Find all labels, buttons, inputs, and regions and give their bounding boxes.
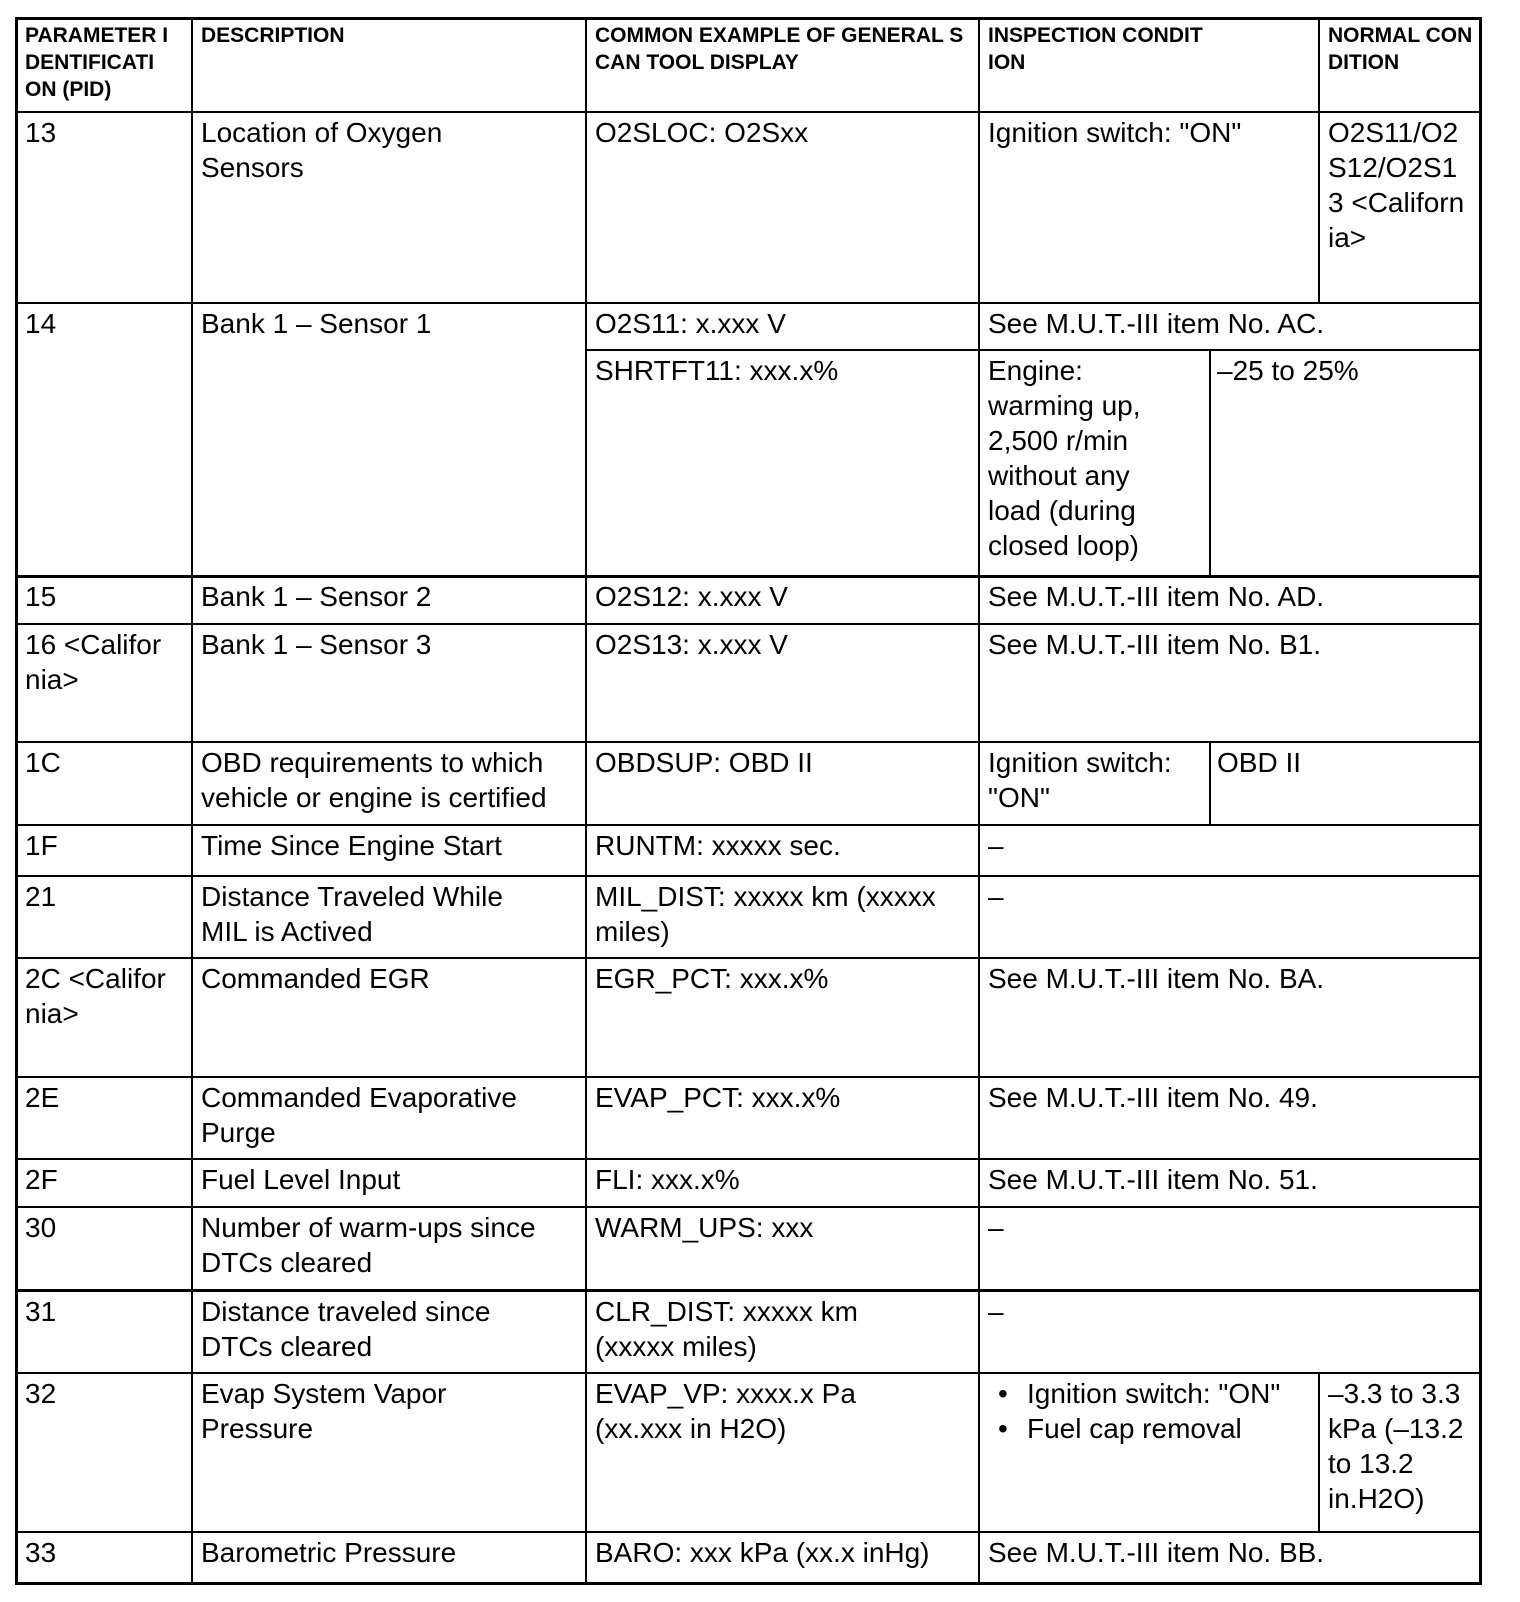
normal-condition-cell: OBD II	[1217, 747, 1302, 778]
row-divider	[15, 1289, 1482, 1292]
column-divider	[1318, 17, 1320, 303]
row-divider	[15, 824, 1482, 826]
row-divider	[15, 875, 1482, 877]
pid-cell: 1F	[25, 830, 58, 861]
description-cell: Evap System Vapor Pressure	[201, 1378, 447, 1444]
row-divider	[15, 1531, 1482, 1533]
inspection-condition-cell: See M.U.T.-III item No. 49.	[988, 1082, 1318, 1113]
scan-tool-display-cell: BARO: xxx kPa (xx.x inHg)	[595, 1537, 930, 1568]
pid-cell: 33	[25, 1537, 57, 1568]
inspection-condition-list	[988, 1376, 1316, 1446]
pid-cell: 16 <California>	[25, 629, 162, 695]
row-divider	[15, 111, 1482, 113]
pid-cell: 14	[25, 308, 57, 339]
pid-cell: 2E	[25, 1082, 60, 1113]
scan-tool-display-cell: EGR_PCT: xxx.x%	[595, 963, 829, 994]
description-cell: Commanded Evaporative Purge	[201, 1082, 517, 1148]
pid-cell: 2F	[25, 1164, 58, 1195]
scan-tool-display-cell: MIL_DIST: xxxxx km (xxxxx miles)	[595, 881, 936, 947]
inspection-condition-cell: –	[988, 1212, 1004, 1243]
inspection-condition-cell: –	[988, 1296, 1004, 1327]
description-cell: Barometric Pressure	[201, 1537, 457, 1568]
description-cell: Number of warm-ups since DTCs cleared	[201, 1212, 536, 1278]
pid-cell: 15	[25, 581, 57, 612]
normal-condition-cell: –3.3 to 3.3 kPa (–13.2 to 13.2 in.H2O)	[1328, 1378, 1464, 1514]
scan-tool-display-cell: FLI: xxx.x%	[595, 1164, 740, 1195]
inspection-condition-cell: See M.U.T.-III item No. BB.	[988, 1537, 1325, 1568]
inspection-condition-cell: Ignition switch: "ON"	[988, 747, 1172, 813]
column-divider	[1318, 1373, 1320, 1532]
pid-cell: 2C <California>	[25, 963, 166, 1029]
inspection-condition-cell: Ignition switch: "ON"	[988, 117, 1242, 148]
table-border-right	[1479, 17, 1482, 1585]
header-pid: PARAMETER IDENTIFICATI ON (PID)	[25, 24, 169, 101]
column-divider	[1209, 350, 1211, 577]
inspection-condition-cell	[988, 1376, 1316, 1446]
header-inspection-condition: INSPECTION CONDITION	[988, 24, 1203, 74]
row-divider	[15, 957, 1482, 959]
row-divider	[15, 623, 1482, 625]
inspection-condition-cell: See M.U.T.-III item No. B1.	[988, 629, 1321, 660]
table-border-top	[15, 17, 1482, 20]
description-cell: Fuel Level Input	[201, 1164, 401, 1195]
pid-cell: 31	[25, 1296, 57, 1327]
description-cell: Distance traveled since DTCs cleared	[201, 1296, 491, 1362]
row-divider	[15, 741, 1482, 743]
scan-tool-display-cell: EVAP_PCT: xxx.x%	[595, 1082, 841, 1113]
inspection-condition-cell: See M.U.T.-III item No. AC.	[988, 308, 1325, 339]
scan-tool-display-cell: RUNTM: xxxxx sec.	[595, 830, 841, 861]
normal-condition-cell: –25 to 25%	[1217, 355, 1359, 386]
normal-condition-cell: O2S11/O2S12/O2S13 <California>	[1328, 117, 1465, 253]
scan-tool-display-cell: SHRTFT11: xxx.x%	[595, 355, 839, 386]
inspection-condition-cell: –	[988, 830, 1004, 861]
row-divider	[15, 1206, 1482, 1208]
table-border-left	[15, 17, 18, 1585]
pid-cell: 1C	[25, 747, 61, 778]
scan-tool-display-cell: EVAP_VP: xxxx.x Pa (xx.xxx in H2O)	[595, 1378, 856, 1444]
table-border-bottom	[15, 1582, 1482, 1585]
column-divider	[191, 17, 193, 1585]
row-divider	[15, 1158, 1482, 1160]
inspection-condition-cell: Engine: warming up, 2,500 r/min without any load (during closed loop)	[988, 355, 1141, 561]
description-cell: Bank 1 – Sensor 2	[201, 581, 432, 612]
list-item: • Fuel cap removal	[988, 1411, 1316, 1446]
inspection-condition-cell: See M.U.T.-III item No. AD.	[988, 581, 1325, 612]
description-cell: Time Since Engine Start	[201, 830, 502, 861]
column-divider	[585, 17, 587, 1585]
description-cell: Distance Traveled While MIL is Actived	[201, 881, 503, 947]
description-cell: Location of Oxygen Sensors	[201, 117, 443, 183]
pid-cell: 13	[25, 117, 57, 148]
inspection-condition-cell: –	[988, 881, 1004, 912]
description-cell: Bank 1 – Sensor 1	[201, 308, 432, 339]
header-description: DESCRIPTION	[201, 24, 345, 47]
list-item: • Ignition switch: "ON"	[988, 1376, 1316, 1411]
pid-cell: 32	[25, 1378, 57, 1409]
row-divider	[585, 349, 1482, 351]
row-divider	[15, 1372, 1482, 1374]
description-cell: OBD requirements to which vehicle or engine is certified	[201, 747, 547, 813]
inspection-condition-cell: See M.U.T.-III item No. 51.	[988, 1164, 1318, 1195]
header-scan-tool-display: COMMON EXAMPLE OF GENERAL SCAN TOOL DISPLAY	[595, 24, 964, 74]
header-normal-condition: NORMAL CONDITION	[1328, 24, 1473, 74]
scan-tool-display-cell: O2S12: x.xxx V	[595, 581, 788, 612]
row-divider	[15, 302, 1482, 304]
description-cell: Bank 1 – Sensor 3	[201, 629, 432, 660]
row-divider	[15, 1076, 1482, 1078]
scan-tool-display-cell: O2S13: x.xxx V	[595, 629, 788, 660]
pid-cell: 30	[25, 1212, 57, 1243]
column-divider	[1209, 742, 1211, 825]
inspection-condition-cell: See M.U.T.-III item No. BA.	[988, 963, 1325, 994]
description-cell: Commanded EGR	[201, 963, 430, 994]
scan-tool-display-cell: WARM_UPS: xxx	[595, 1212, 814, 1243]
scan-tool-display-cell: OBDSUP: OBD II	[595, 747, 813, 778]
scan-tool-display-cell: O2SLOC: O2Sxx	[595, 117, 809, 148]
scan-tool-display-cell: CLR_DIST: xxxxx km (xxxxx miles)	[595, 1296, 858, 1362]
column-divider	[978, 17, 980, 1585]
row-divider	[15, 575, 1482, 578]
pid-cell: 21	[25, 881, 57, 912]
scan-tool-display-cell: O2S11: x.xxx V	[595, 308, 786, 339]
